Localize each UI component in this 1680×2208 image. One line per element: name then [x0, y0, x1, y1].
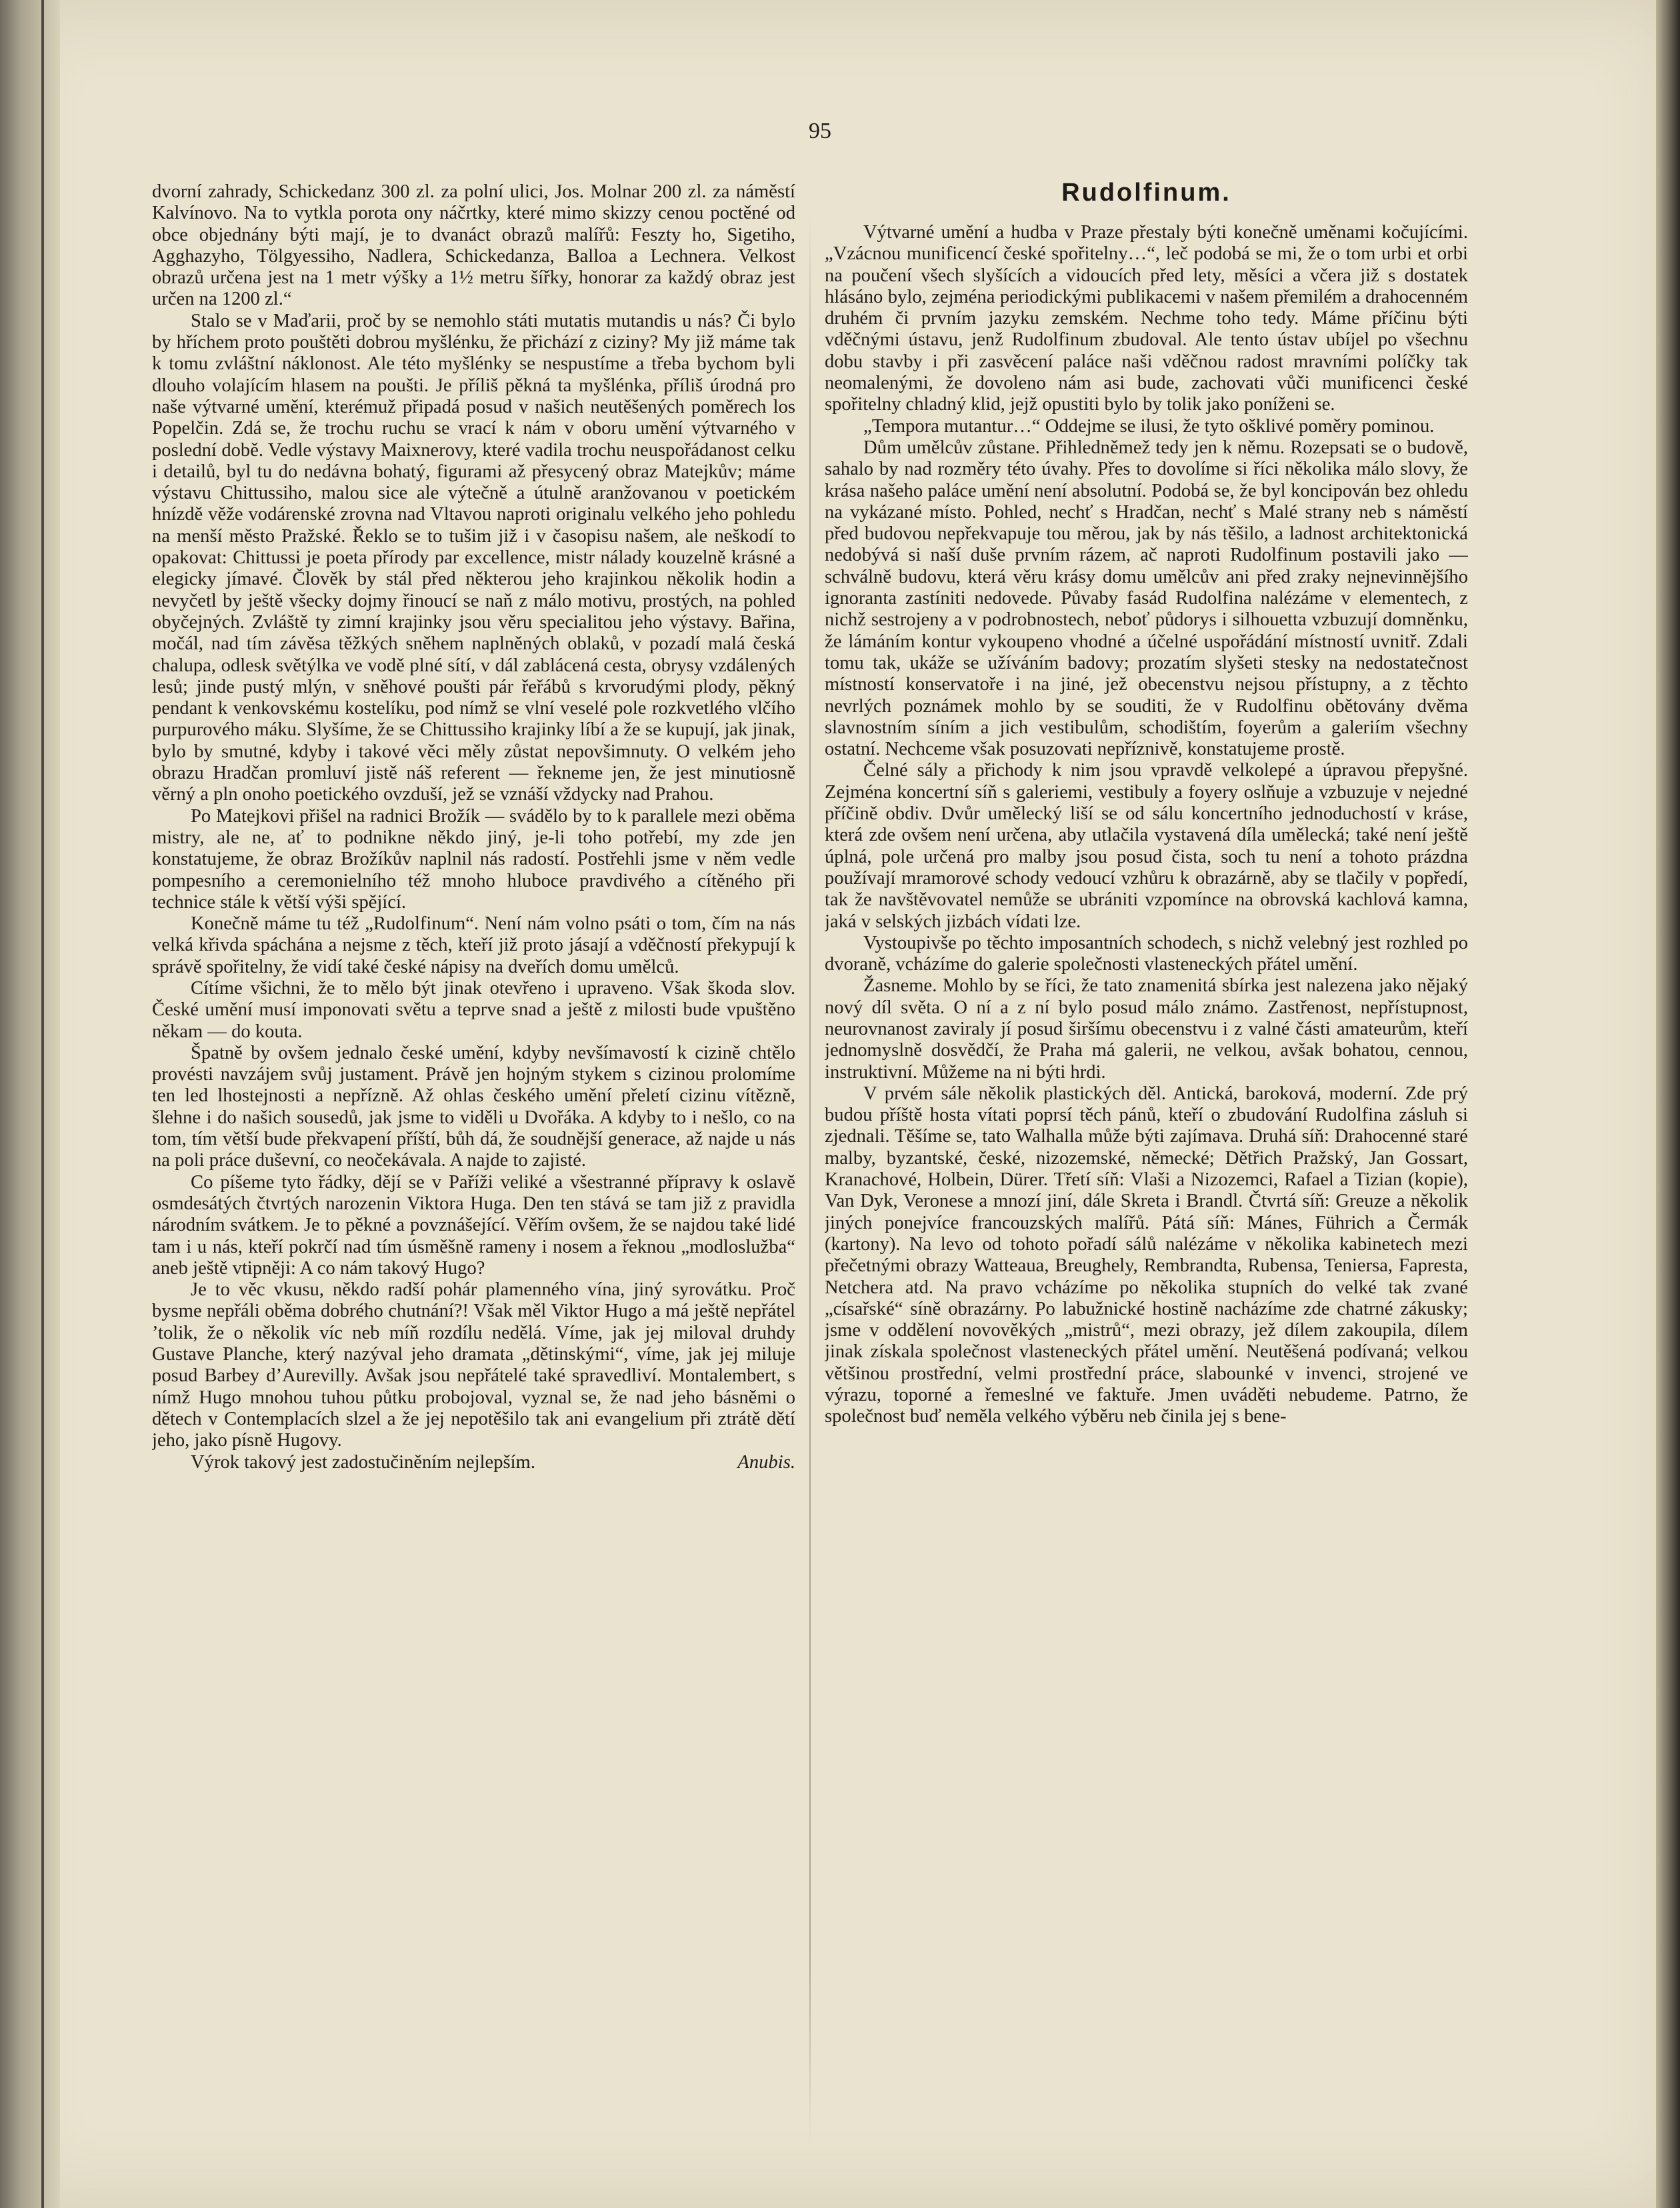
- closing-sentence: Výrok takový jest zadostučiněním nejlepším.: [191, 1451, 535, 1473]
- paragraph: Výtvarné umění a hudba v Praze přestaly býti konečně uměnami kočujícími. „Vzácnou munificencí české spořitelny…“, leč podobá se mi, že o tom urbi et orbi na poučení všech slyšících a vidoucích před lety, měsíci a včera již s dostatek hlásáno bylo, zejména periodickými publikacemi v našem přemilém a drahocenném druhém či prvním jazyku zemském. Nechme toho tedy. Máme příčinu býti vděčnými ústavu, jenž Rudolfinum zbudoval. Ale tento ústav ubíjel po všechnu dobu stavby i při zasvěcení paláce naši vděčnou radost mravními políčky tak neomalenými, že dovoleno nám asi bude, zachovati vůči munificenci české spořitelny chladný klid, jejž opustiti bylo by tolik jako poníženi se.: [825, 222, 1468, 415]
- paragraph: dvorní zahrady, Schickedanz 300 zl. za polní ulici, Jos. Molnar 200 zl. za náměstí Kalvínovo. Na to vytkla porota ony náčrtky, které mimo skizzy cenou poctěné od obce objednány býti mají, je to dvanáct obrazů malířů: Feszty ho, Sigetiho, Agghazyho, Tölgyessiho, Nadlera, Schickedanza, Balloa a Lechnera. Velkost obrazů určena jest na 1 metr výšky a 1½ metru šířky, honorar za každý obraz jest určen na 1200 zl.“: [152, 181, 795, 310]
- paragraph: Dům umělcův zůstane. Přihledněmež tedy jen k němu. Rozepsati se o budově, sahalo by nad rozměry této úvahy. Přes to dovolíme si říci několika málo slovy, že krása našeho paláce umění není absolutní. Podobá se, že byl koncipován bez ohledu na vykázané místo. Pohled, nechť s Hradčan, nechť s Malé strany neb s náměstí před budovou nepřekvapuje tou měrou, jak by nás těšilo, a ladnost architektonická nedobývá si naší duše prvním rázem, ač naproti Rudolfinum postavili jako — schválně budovu, která věru krásy domu umělcův ani před zraky nejnevinnějšího ignoranta zastíniti nedovede. Půvaby fasád Rudolfina nalézáme v elementech, z nichž sestrojeny a v podrobnostech, neboť půdorys i silhouetta vzbuzují domněnku, že lámáním kontur vykoupeno vhodné a účelné uspořádání místností uvnitř. Zdali tomu tak, ukáže se užíváním badovy; prozatím slyšeti stesky na nedostatečnost místností konservatoře i na jiné, jež obecenstvu nejsou přístupny, a z těchto nevrlých poznámek mohlo by se souditi, že v Rudolfinu obětovány dvěma slavnostním síním a jich vestibulům, schodištím, foyerům a galeriím všechny ostatní. Nechceme však posuzovati nepříznivě, konstatujeme prostě.: [825, 437, 1468, 760]
- paragraph: Špatně by ovšem jednalo české umění, kdyby nevšímavostí k cizině chtělo provésti navzájem svůj justament. Právě jen hojným stykem s cizinou prolomíme ten led lhostejnosti a nepřízně. Až ohlas českého umění přeletí cizinu vítězně, šlehne i do našich sousedů, jak jsme to viděli u Dvořáka. A kdyby to i nešlo, co na tom, tím větší bude překvapení příští, bůh dá, že soudnější generace, až najde u nás na poli práce duševní, co neočekávala. A najde to zajisté.: [152, 1042, 795, 1171]
- binding-gutter-line: [41, 0, 44, 2208]
- article-heading: Rudolfinum.: [1061, 179, 1231, 207]
- paragraph: „Tempora mutantur…“ Oddejme se ilusi, že tyto ošklivé poměry pominou.: [863, 415, 1435, 437]
- paragraph: Konečně máme tu též „Rudolfinum“. Není nám volno psáti o tom, čím na nás velká křivda spáchána a nejsme z těch, kteří již proto jásají a vděčností překypují k správě spořitelny, že vidí také české nápisy na dveřích domu umělců.: [152, 913, 795, 977]
- paragraph: Po Matejkovi přišel na radnici Brožík — svádělo by to k parallele mezi oběma mistry, ale ne, ať to podnikne někdo jiný, je-li toho potřebí, my zde jen konstatujeme, že obraz Brožíkův naplnil nás radostí. Postřehli jsme v něm vedle pompesního a ceremonielního též mnoho hluboce pravdivého a cítěného při technice stále k větší výši spějící.: [152, 805, 795, 913]
- paragraph: V prvém sále několik plastických děl. Antická, baroková, moderní. Zde prý budou příště hosta vítati poprsí těch pánů, kteří o zbudování Rudolfina zásluh si zjednali. Těšíme se, tato Walhalla může býti zajímava. Druhá síň: Drahocenné staré malby, byzantské, české, nizozemské, německé; Dětřich Pražský, Jan Gossart, Kranachové, Holbein, Dürer. Třetí síň: Vlaši a Nizozemci, Rafael a Tizian (kopie), Van Dyk, Veronese a mnozí jiní, dále Skreta i Brandl. Čtvrtá síň: Greuze a několik jiných ponejvíce francouzských malířů. Pátá síň: Mánes, Führich a Čermák (kartony). Na levo od tohoto pořadí sálů nalézáme v několika kabinetech mezi přečetnými obrazy Watteaua, Breughely, Rembrandta, Rubensa, Teniersa, Fapresta, Netchera atd. Na pravo vcházíme po několika stupních do velké tak zvané „císařské“ síně obrazárny. Po labužnické hostině nacházíme zde chatrné zákusky; jsme v oddělení novověkých „mistrů“, mezi obrazy, jež dílem zakoupila, dílem jinak získala společnost vlasteneckých přátel umění. Neutěšená podívaná; velkou většinou prostřední, velmi prostřední práce, slabounké v invenci, strojené ve výrazu, toporné a řemeslné ve faktuře. Jmen uváděti nebudeme. Patrno, že společnost buď neměla velkého výběru neb činila jej s bene-: [825, 1083, 1468, 1427]
- right-column: [825, 177, 1468, 2150]
- paragraph: Stalo se v Maďarii, proč by se nemohlo státi mutatis mutandis u nás? Či bylo by hříchem proto pouštěti dobrou myšlénku, že přichází z ciziny? My již máme tak k tomu zvláštní náklonost. Ale této myšlénky se nespustíme a třeba bychom byli dlouho volajícím hlasem na poušti. Je příliš pěkná ta myšlénka, příliš úrodná pro naše výtvarné umění, kterémuž připadá posud v našich neutěšených poměrech los Popelčin. Zdá se, že trochu ruchu se vrací k nám v oboru umění výtvarného v poslední době. Vedle výstavy Maixnerovy, které vadila trochu neuspořádanost celku i detailů, byl tu do nedávna bohatý, figurami až přesycený obraz Matejkův; máme výstavu Chittussiho, malou sice ale výtečně a útulně aranžovanou v poetickém hnízdě věže vodárenské zrovna nad Vltavou naproti originalu velkého jeho pohledu na menší město Pražské. Řeklo se to tušim již i v časopisu našem, ale neškodí to opakovat: Chittussi je poeta přírody par excellence, mistr nálady kouzelně krásné a elegicky jímavé. Člověk by stál před některou jeho krajinkou několik hodin a nevyčetl by ještě všecky dojmy řinoucí se naň z málo motivu, prostých, na pohled obyčejných. Zvláště ty zimní krajinky jsou věru specialitou jeho výstavy. Bařina, močál, nad tím závěsa těžkých sněhem naplněných oblaků, v pozadí malá česká chalupa, odlesk světýlka ve vodě plné sítí, v dál zablácená cesta, obrysy vzdálených lesů; jinde pustý mlýn, v sněhové poušti pár řeřábů s krvorudými plody, pěkný pendant k venkovskému kostelíku, pod nímž se vlní veselé pole rozkvetlého vlčího purpurového máku. Slyšíme, že se Chittussiho krajinky líbí a že se kupují, jak jinak, bylo by smutné, kdyby i takové věci měly zůstat nepovšimnuty. O velkém jeho obrazu Hradčan promluví jistě náš referent — řekneme jen, že jest minutiosně věrný a pln onoho poetického ovzduší, jež se vznáší vždycky nad Prahou.: [152, 310, 795, 805]
- paragraph: Čelné sály a přichody k nim jsou vpravdě velkolepé a úpravou přepyšné. Zejména koncertní síň s galeriemi, vestibuly a foyery oslňuje a vzbuzuje v nejedné příčině obdiv. Dvůr umělecký liší se od sálu koncertního jednoduchostí v kráse, která zde ovšem není určena, aby utlačila vystavená díla umělecká; také není ještě úplná, pole určená pro malby jsou posud čista, soch tu není a tohoto prázdna používají mramorové schody vedoucí vzhůru k obrazárně, aby se tlačily v popředí, tak že navštěvovatel nemůže se ubrániti vzpomínce na obrovská kachlová kamna, jaká v selských jizbách vídati lze.: [825, 760, 1468, 932]
- page-edge: [1656, 0, 1680, 2208]
- closing-paragraph: [152, 1452, 795, 1473]
- paragraph: Co píšeme tyto řádky, dějí se v Paříži veliké a všestranné přípravy k oslavě osmdesátých čtvrtých narozenin Viktora Huga. Den ten stává se tam již z pravidla národním svátkem. Je to pěkné a povznášející. Věřím ovšem, že se najdou také lidé tam i u nás, kteří pokrčí nad tím úsměšně rameny i nosem a řeknou „modloslužba“ aneb ještě vtipněji: A co nám takový Hugo?: [152, 1171, 795, 1279]
- column-divider: [809, 213, 811, 2147]
- author-signature: Anubis.: [737, 1451, 795, 1473]
- page-number: 95: [809, 119, 831, 143]
- book-binding: [0, 0, 60, 2208]
- paragraph: Cítíme všichni, že to mělo být jinak otevřeno i upraveno. Však škoda slov. České umění musí imponovati světu a teprve snad a ještě z milosti bude vpuštěno někam — do kouta.: [152, 977, 795, 1042]
- left-column: [152, 181, 795, 2155]
- paragraph: Vystoupivše po těchto imposantních schodech, s nichž velebný jest rozhled po dvoraně, vcházíme do galerie společnosti vlasteneckých přátel umění.: [825, 932, 1468, 975]
- paragraph: Žasneme. Mohlo by se říci, že tato znamenitá sbírka jest nalezena jako nějaký nový díl světa. O ní a z ní bylo posud málo známo. Zastřenost, nepřístupnost, neurovnanost zaviraly jí posud širšímu obecenstvu i z valné části amateurům, kteří jednomyslně dosvědčí, že Praha má galerii, ne velkou, avšak bohatou, cennou, instruktivní. Můžeme na ni býti hrdi.: [825, 975, 1468, 1083]
- paragraph: Je to věc vkusu, někdo radší pohár plamenného vína, jiný syrovátku. Proč bysme nepřáli oběma dobrého chutnání?! Však měl Viktor Hugo a má ještě nepřátel ’tolik, že o několik víc neb míň rozdílu nedělá. Víme, jak jej miloval druhdy Gustave Planche, který nazýval jeho dramata „dětinskými“, víme, jak jej miluje posud Barbey d’Aurevilly. Avšak jsou nepřátelé také spravedliví. Montalembert, s nímž Hugo mnohou tuhou půtku probojoval, vyznal se, že nad jeho básněmi o dětech v Contemplacích slzel a že jej nepotěšilo tak ani evangelium při ztrátě dětí jeho, jako písně Hugovy.: [152, 1279, 795, 1451]
